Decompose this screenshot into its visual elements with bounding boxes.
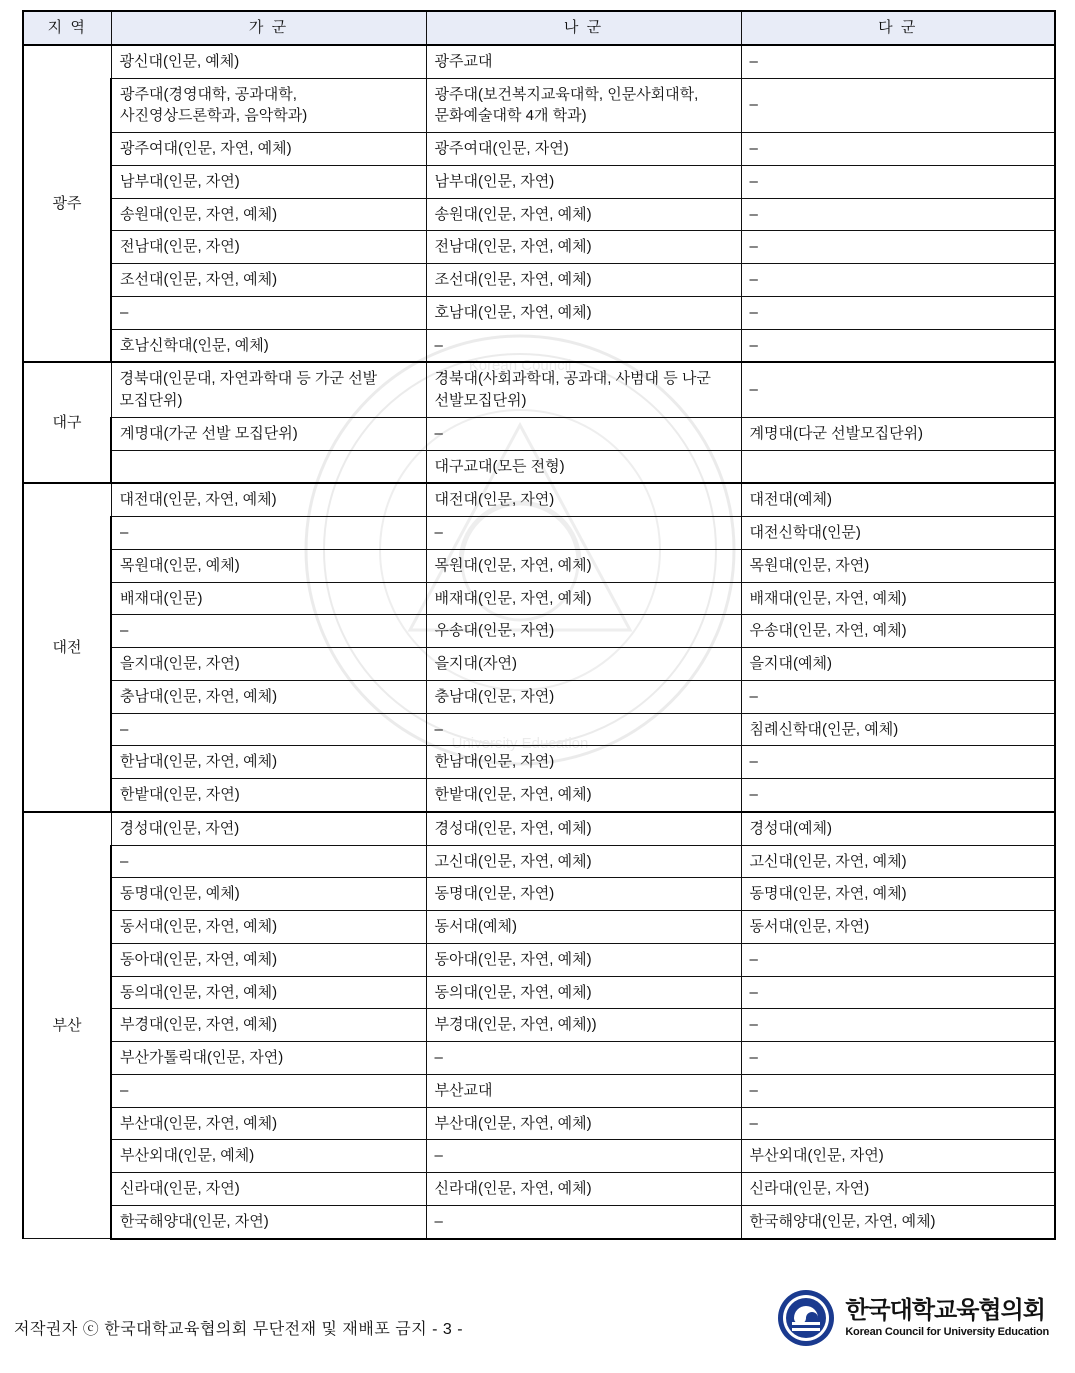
cell-group-ga: 한남대(인문, 자연, 예체) [111, 746, 426, 779]
cell-group-ga: 호남신학대(인문, 예체) [111, 329, 426, 362]
cell-group-ga: 동아대(인문, 자연, 예체) [111, 943, 426, 976]
cell-group-na: – [426, 417, 741, 450]
cell-group-na: 충남대(인문, 자연) [426, 680, 741, 713]
cell-group-da: 목원대(인문, 자연) [741, 549, 1055, 582]
cell-group-na: 광주교대 [426, 45, 741, 78]
cell-group-da: – [741, 1074, 1055, 1107]
table-body [23, 45, 1055, 1239]
cell-group-na: – [426, 1140, 741, 1173]
table-row [23, 878, 1055, 911]
cell-group-da: 동명대(인문, 자연, 예체) [741, 878, 1055, 911]
svg-text:University Education: University Education [451, 735, 589, 752]
cell-group-na: 대전대(인문, 자연) [426, 483, 741, 516]
cell-group-ga: 전남대(인문, 자연) [111, 231, 426, 264]
cell-group-da: 침례신학대(인문, 예체) [741, 713, 1055, 746]
table-row [23, 812, 1055, 845]
cell-group-na: 송원대(인문, 자연, 예체) [426, 198, 741, 231]
cell-group-ga: 부경대(인문, 자연, 예체) [111, 1009, 426, 1042]
cell-group-na: 동의대(인문, 자연, 예체) [426, 976, 741, 1009]
cell-group-na: – [426, 1205, 741, 1238]
cell-group-da: 부산외대(인문, 자연) [741, 1140, 1055, 1173]
region-cell: 대구 [23, 362, 111, 483]
cell-group-ga: 광주여대(인문, 자연, 예체) [111, 133, 426, 166]
cell-group-ga: 조선대(인문, 자연, 예체) [111, 264, 426, 297]
cell-group-da [741, 450, 1055, 483]
table-row [23, 1042, 1055, 1075]
cell-group-na: 목원대(인문, 자연, 예체) [426, 549, 741, 582]
cell-group-ga: – [111, 713, 426, 746]
table-row [23, 483, 1055, 516]
cell-group-ga: – [111, 615, 426, 648]
table-head [23, 11, 1055, 45]
cell-group-da: – [741, 231, 1055, 264]
cell-group-da: – [741, 329, 1055, 362]
svg-text:Korean Council: Korean Council [468, 357, 572, 374]
cell-group-da: – [741, 746, 1055, 779]
cell-group-na: 경북대(사회과학대, 공과대, 사범대 등 나군 선발모집단위) [426, 362, 741, 417]
table-row [23, 133, 1055, 166]
cell-group-na: – [426, 517, 741, 550]
table-row [23, 582, 1055, 615]
cell-group-da: – [741, 976, 1055, 1009]
table-row [23, 779, 1055, 812]
cell-group-da: – [741, 45, 1055, 78]
table-row [23, 517, 1055, 550]
table-header-row [23, 11, 1055, 45]
cell-group-ga: 경북대(인문대, 자연과학대 등 가군 선발 모집단위) [111, 362, 426, 417]
cell-group-ga: 한국해양대(인문, 자연) [111, 1205, 426, 1238]
cell-group-na: 고신대(인문, 자연, 예체) [426, 845, 741, 878]
cell-group-na: 부경대(인문, 자연, 예체)) [426, 1009, 741, 1042]
header-region: 지 역 [23, 11, 111, 45]
cell-group-da: 우송대(인문, 자연, 예체) [741, 615, 1055, 648]
cell-group-ga: 남부대(인문, 자연) [111, 165, 426, 198]
cell-group-na: 동명대(인문, 자연) [426, 878, 741, 911]
cell-group-ga: 동서대(인문, 자연, 예체) [111, 911, 426, 944]
seal-logo-icon [777, 1289, 835, 1347]
cell-group-ga: 부산가톨릭대(인문, 자연) [111, 1042, 426, 1075]
logo-english-name: Korean Council for University Education [845, 1326, 1049, 1339]
cell-group-na: 부산대(인문, 자연, 예체) [426, 1107, 741, 1140]
table-row [23, 713, 1055, 746]
cell-group-da: – [741, 1009, 1055, 1042]
cell-group-da: 고신대(인문, 자연, 예체) [741, 845, 1055, 878]
cell-group-da: 배재대(인문, 자연, 예체) [741, 582, 1055, 615]
region-cell: 광주 [23, 45, 111, 363]
cell-group-ga: 경성대(인문, 자연) [111, 812, 426, 845]
cell-group-da: 대전신학대(인문) [741, 517, 1055, 550]
table-row [23, 45, 1055, 78]
table-row [23, 845, 1055, 878]
cell-group-ga: – [111, 296, 426, 329]
cell-group-ga: 계명대(가군 선발 모집단위) [111, 417, 426, 450]
header-group-ga: 가 군 [111, 11, 426, 45]
cell-group-da: – [741, 1107, 1055, 1140]
table-row [23, 1173, 1055, 1206]
cell-group-na: 한남대(인문, 자연) [426, 746, 741, 779]
table-row [23, 362, 1055, 417]
cell-group-da: – [741, 198, 1055, 231]
cell-group-na: 한밭대(인문, 자연, 예체) [426, 779, 741, 812]
table-row [23, 198, 1055, 231]
cell-group-da: – [741, 362, 1055, 417]
table-row [23, 549, 1055, 582]
cell-group-na: 대구교대(모든 전형) [426, 450, 741, 483]
cell-group-da: – [741, 264, 1055, 297]
table-row [23, 911, 1055, 944]
cell-group-na: 광주대(보건복지교육대학, 인문사회대학, 문화예술대학 4개 학과) [426, 78, 741, 133]
table-row [23, 264, 1055, 297]
table-row [23, 450, 1055, 483]
cell-group-da: – [741, 78, 1055, 133]
cell-group-da: – [741, 165, 1055, 198]
cell-group-na: 동서대(예체) [426, 911, 741, 944]
cell-group-da: 동서대(인문, 자연) [741, 911, 1055, 944]
table-row [23, 231, 1055, 264]
table-row [23, 746, 1055, 779]
copyright-text: 저작권자 ⓒ 한국대학교육협의회 무단전재 및 재배포 금지 - 3 - [14, 1321, 464, 1338]
cell-group-ga: 광신대(인문, 예체) [111, 45, 426, 78]
cell-group-ga: 배재대(인문) [111, 582, 426, 615]
table-row [23, 417, 1055, 450]
table-row [23, 165, 1055, 198]
table-row [23, 1009, 1055, 1042]
admission-groups-table [22, 10, 1056, 1240]
table-row [23, 1107, 1055, 1140]
cell-group-na: – [426, 329, 741, 362]
table-row [23, 1074, 1055, 1107]
table-row [23, 329, 1055, 362]
table-row [23, 615, 1055, 648]
header-group-da: 다 군 [741, 11, 1055, 45]
cell-group-da: 계명대(다군 선발모집단위) [741, 417, 1055, 450]
cell-group-na: 호남대(인문, 자연, 예체) [426, 296, 741, 329]
cell-group-ga: 부산대(인문, 자연, 예체) [111, 1107, 426, 1140]
cell-group-da: – [741, 1042, 1055, 1075]
cell-group-na: 배재대(인문, 자연, 예체) [426, 582, 741, 615]
kcue-logo [777, 1289, 1049, 1347]
cell-group-na: 우송대(인문, 자연) [426, 615, 741, 648]
cell-group-da: 경성대(예체) [741, 812, 1055, 845]
cell-group-ga: 을지대(인문, 자연) [111, 648, 426, 681]
header-group-na: 나 군 [426, 11, 741, 45]
cell-group-ga: 대전대(인문, 자연, 예체) [111, 483, 426, 516]
cell-group-da: – [741, 943, 1055, 976]
cell-group-na: 남부대(인문, 자연) [426, 165, 741, 198]
cell-group-ga: 충남대(인문, 자연, 예체) [111, 680, 426, 713]
table-row [23, 1205, 1055, 1238]
cell-group-da: – [741, 680, 1055, 713]
cell-group-ga: 동의대(인문, 자연, 예체) [111, 976, 426, 1009]
cell-group-na: – [426, 713, 741, 746]
cell-group-ga: 한밭대(인문, 자연) [111, 779, 426, 812]
cell-group-na: 전남대(인문, 자연, 예체) [426, 231, 741, 264]
cell-group-na: 동아대(인문, 자연, 예체) [426, 943, 741, 976]
table-row [23, 680, 1055, 713]
cell-group-da: – [741, 296, 1055, 329]
cell-group-ga: 송원대(인문, 자연, 예체) [111, 198, 426, 231]
cell-group-ga: 동명대(인문, 예체) [111, 878, 426, 911]
table-row [23, 1140, 1055, 1173]
region-cell: 대전 [23, 483, 111, 812]
cell-group-da: 을지대(예체) [741, 648, 1055, 681]
logo-text-block [845, 1298, 1049, 1338]
table-row [23, 78, 1055, 133]
cell-group-ga: – [111, 1074, 426, 1107]
page-footer [0, 1275, 1075, 1355]
table-row [23, 943, 1055, 976]
cell-group-na: 광주여대(인문, 자연) [426, 133, 741, 166]
cell-group-ga [111, 450, 426, 483]
cell-group-ga: 목원대(인문, 예체) [111, 549, 426, 582]
table-row [23, 296, 1055, 329]
cell-group-ga: – [111, 845, 426, 878]
cell-group-ga: 광주대(경영대학, 공과대학, 사진영상드론학과, 음악학과) [111, 78, 426, 133]
cell-group-ga: 신라대(인문, 자연) [111, 1173, 426, 1206]
cell-group-da: 신라대(인문, 자연) [741, 1173, 1055, 1206]
cell-group-na: 부산교대 [426, 1074, 741, 1107]
table-row [23, 976, 1055, 1009]
cell-group-ga: – [111, 517, 426, 550]
cell-group-na: 조선대(인문, 자연, 예체) [426, 264, 741, 297]
cell-group-da: – [741, 133, 1055, 166]
cell-group-da: 한국해양대(인문, 자연, 예체) [741, 1205, 1055, 1238]
cell-group-na: 을지대(자연) [426, 648, 741, 681]
cell-group-ga: 부산외대(인문, 예체) [111, 1140, 426, 1173]
cell-group-da: 대전대(예체) [741, 483, 1055, 516]
cell-group-na: 경성대(인문, 자연, 예체) [426, 812, 741, 845]
logo-korean-name: 한국대학교육협의회 [845, 1296, 1045, 1324]
cell-group-da: – [741, 779, 1055, 812]
cell-group-na: – [426, 1042, 741, 1075]
table-row [23, 648, 1055, 681]
region-cell: 부산 [23, 812, 111, 1239]
cell-group-na: 신라대(인문, 자연, 예체) [426, 1173, 741, 1206]
